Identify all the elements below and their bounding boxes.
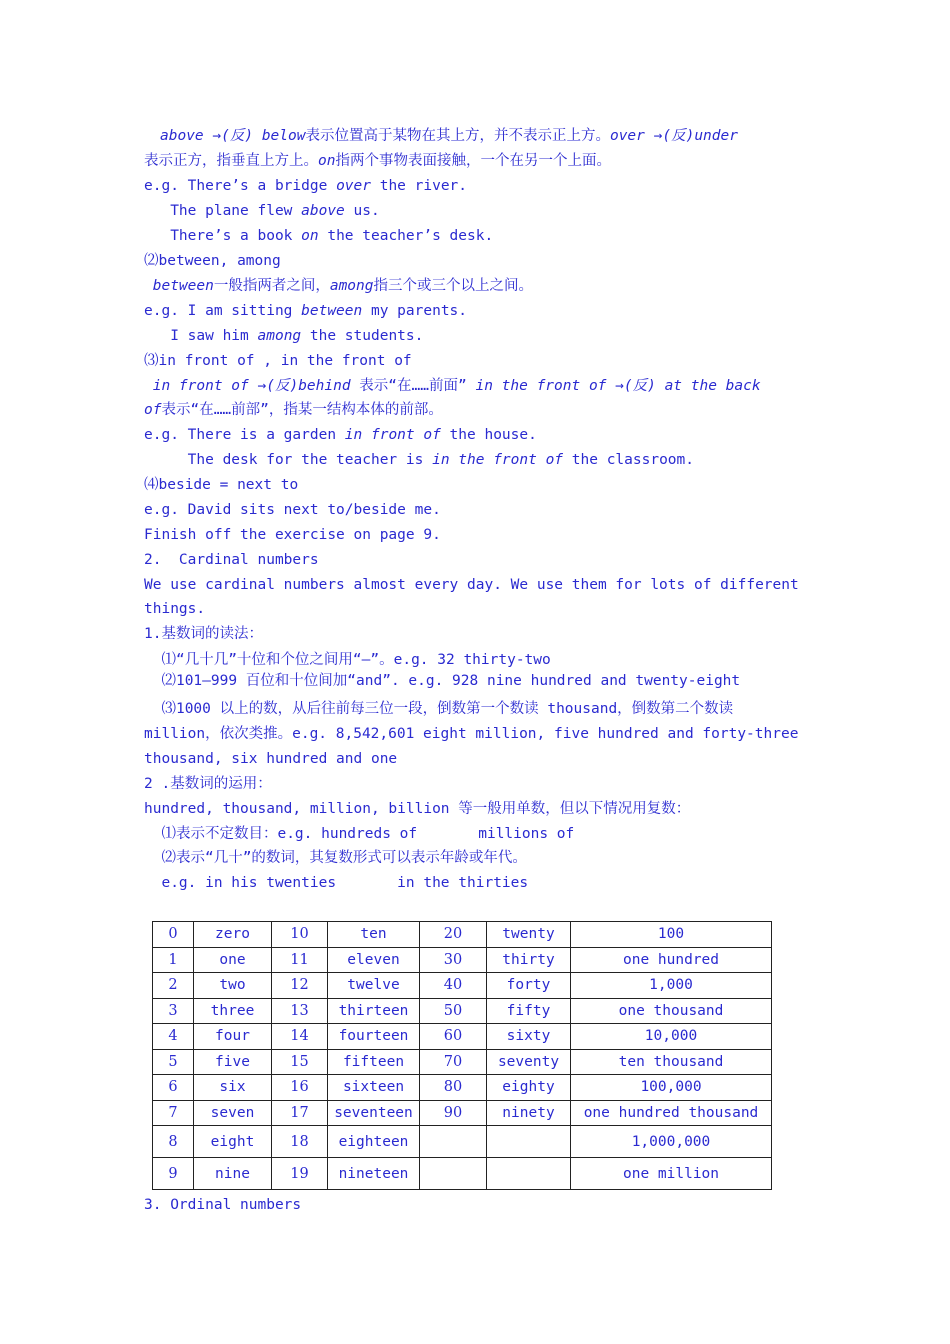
example-term: over <box>336 178 371 194</box>
table-cell: three <box>194 998 272 1024</box>
table-cell: 20 <box>420 922 487 948</box>
table-cell: four <box>194 1024 272 1050</box>
example-text: e.g. There is a garden <box>144 427 345 443</box>
table-cell: thirty <box>487 947 571 973</box>
table-cell: 3 <box>153 998 194 1024</box>
example-line <box>144 448 694 472</box>
table-cell: 12 <box>272 973 328 999</box>
term-between: between <box>144 278 214 294</box>
arrow-text: →(反) <box>606 378 665 394</box>
table-cell: seventeen <box>328 1100 420 1126</box>
table-cell: 40 <box>420 973 487 999</box>
section-heading-beside: ⑷beside = next to <box>144 477 299 493</box>
table-cell: fifteen <box>328 1049 420 1075</box>
rule-line: ⑴“几十几”十位和个位之间用“—”。e.g. 32 thirty-two <box>144 652 551 668</box>
table-cell: 90 <box>420 1100 487 1126</box>
example-line <box>144 299 467 323</box>
table-row <box>153 998 772 1024</box>
text-line-between <box>144 274 533 298</box>
table-cell: 30 <box>420 947 487 973</box>
subheading-usage: 2 .基数词的运用： <box>144 776 272 792</box>
rule-line: ⑵101—999 百位和十位间加“and”. e.g. 928 nine hundred and twenty-eight <box>144 673 741 689</box>
example-text: my parents. <box>362 303 468 319</box>
table-cell: 100,000 <box>571 1075 772 1101</box>
table-cell: 1,000 <box>571 973 772 999</box>
rule-line: thousand, six hundred and one <box>144 751 398 767</box>
example-line <box>144 224 493 248</box>
term-in-the-front-of: in the front of <box>466 378 607 394</box>
paragraph-line: We use cardinal numbers almost every day. We use them for lots of different <box>144 577 799 593</box>
table-cell: 15 <box>272 1049 328 1075</box>
table-cell: 6 <box>153 1075 194 1101</box>
table-cell: ten <box>328 922 420 948</box>
example-text: There’s a book <box>144 228 302 244</box>
example-text: the river. <box>370 178 468 194</box>
example-term: among <box>257 328 302 344</box>
example-text: The desk for the teacher is <box>144 452 433 468</box>
table-cell: two <box>194 973 272 999</box>
section-heading-ordinal: 3. Ordinal numbers <box>144 1197 302 1213</box>
table-cell: sixty <box>487 1024 571 1050</box>
table-cell: 4 <box>153 1024 194 1050</box>
table-cell: ten thousand <box>571 1049 772 1075</box>
table-cell: 18 <box>272 1126 328 1158</box>
table-cell: six <box>194 1075 272 1101</box>
rule-line: million，依次类推。e.g. 8,542,601 eight million, five hundred and forty-three <box>144 726 799 742</box>
table-row <box>153 973 772 999</box>
desc-text: 表示“在……前部”，指某一结构本体的前部。 <box>161 402 443 418</box>
table-cell: 8 <box>153 1126 194 1158</box>
table-cell: ninety <box>487 1100 571 1126</box>
paragraph-line: things. <box>144 601 206 617</box>
usage-line: e.g. in his twenties in the thirties <box>144 875 529 891</box>
table-cell: 17 <box>272 1100 328 1126</box>
example-term: in front of <box>344 427 441 443</box>
usage-line: ⑵表示“几十”的数词，其复数形式可以表示年龄或年代。 <box>144 850 527 866</box>
term-of: of <box>144 402 162 418</box>
table-cell: 16 <box>272 1075 328 1101</box>
example-text: e.g. I am sitting <box>144 303 302 319</box>
example-term: above <box>301 203 345 219</box>
arrow-text: →(反) <box>248 378 299 394</box>
text-line-on <box>144 149 611 173</box>
example-text: the house. <box>440 427 537 443</box>
example-text: e.g. There’s a bridge <box>144 178 337 194</box>
example-text: The plane flew <box>144 203 302 219</box>
table-cell: one hundred <box>571 947 772 973</box>
table-cell: fourteen <box>328 1024 420 1050</box>
text-line-front-2 <box>144 398 443 422</box>
table-cell: 14 <box>272 1024 328 1050</box>
desc-text: 表示位置高于某物在其上方，并不表示正上方。 <box>305 128 610 144</box>
table-cell: eight <box>194 1126 272 1158</box>
table-cell: 1 <box>153 947 194 973</box>
subheading-reading: 1.基数词的读法： <box>144 626 263 642</box>
arrow-text: →(反) <box>644 128 695 144</box>
example-term: on <box>301 228 319 244</box>
usage-line: hundred, thousand, million, billion 等一般用单数，但以下情况用复数： <box>144 801 691 817</box>
rule-line: ⑶1000 以上的数，从后往前每三位一段，倒数第一个数读 thousand，倒数第二个数读 <box>144 701 734 717</box>
example-line <box>144 423 537 447</box>
table-cell: eighty <box>487 1075 571 1101</box>
table-row <box>153 1158 772 1190</box>
table-cell: 10 <box>272 922 328 948</box>
term-under: under <box>694 128 738 144</box>
table-cell: sixteen <box>328 1075 420 1101</box>
section-heading-between: ⑵between, among <box>144 253 281 269</box>
table-cell: eleven <box>328 947 420 973</box>
table-cell: 80 <box>420 1075 487 1101</box>
section-heading-cardinal: 2. Cardinal numbers <box>144 552 319 568</box>
example-text: the classroom. <box>563 452 694 468</box>
usage-line: ⑴表示不定数目：e.g. hundreds of millions of <box>144 826 575 842</box>
section-heading-front: ⑶in front of , in the front of <box>144 353 412 369</box>
table-cell: twelve <box>328 973 420 999</box>
example-term: between <box>301 303 363 319</box>
term-behind: behind <box>298 378 351 394</box>
table-cell: fifty <box>487 998 571 1024</box>
table-cell <box>487 1158 571 1190</box>
table-cell: seven <box>194 1100 272 1126</box>
term-on: on <box>318 153 336 169</box>
table-cell: nine <box>194 1158 272 1190</box>
example-line <box>144 324 423 348</box>
term-in-front-of: in front of <box>144 378 249 394</box>
table-row <box>153 1049 772 1075</box>
table-cell: 50 <box>420 998 487 1024</box>
table-row <box>153 947 772 973</box>
table-cell <box>420 1158 487 1190</box>
desc-text: 指两个事物表面接触，一个在另一个上面。 <box>335 153 611 169</box>
example-text: the students. <box>301 328 424 344</box>
table-cell: 60 <box>420 1024 487 1050</box>
term-above: above <box>160 128 204 144</box>
example-text: the teacher’s desk. <box>318 228 494 244</box>
example-term: in the front of <box>432 452 564 468</box>
table-row <box>153 1024 772 1050</box>
table-cell: forty <box>487 973 571 999</box>
table-cell: 7 <box>153 1100 194 1126</box>
arrow-text: →(反) <box>203 128 262 144</box>
cardinal-numbers-table <box>152 921 772 1190</box>
table-cell: 19 <box>272 1158 328 1190</box>
table-cell: 100 <box>571 922 772 948</box>
table-cell: 10,000 <box>571 1024 772 1050</box>
table-cell: 13 <box>272 998 328 1024</box>
table-cell: five <box>194 1049 272 1075</box>
table-cell: eighteen <box>328 1126 420 1158</box>
table-row <box>153 922 772 948</box>
table-cell: thirteen <box>328 998 420 1024</box>
example-line <box>144 174 467 198</box>
table-cell: one thousand <box>571 998 772 1024</box>
desc-text: 表示“在……前面” <box>350 378 467 394</box>
example-line: e.g. David sits next to/beside me. <box>144 502 441 518</box>
term-among: among <box>329 278 374 294</box>
term-below: below <box>261 128 306 144</box>
table-cell: 11 <box>272 947 328 973</box>
table-cell: 70 <box>420 1049 487 1075</box>
table-cell: seventy <box>487 1049 571 1075</box>
term-at-the-back: at the back <box>664 378 761 394</box>
desc-text: 表示正方，指垂直上方上。 <box>144 153 318 169</box>
table-cell <box>487 1126 571 1158</box>
example-text: I saw him <box>144 328 258 344</box>
table-cell: twenty <box>487 922 571 948</box>
text-line-front <box>144 374 761 398</box>
term-over: over <box>609 128 645 144</box>
example-text: us. <box>344 203 380 219</box>
table-cell: 0 <box>153 922 194 948</box>
table-cell: 9 <box>153 1158 194 1190</box>
table-cell: one million <box>571 1158 772 1190</box>
table-row <box>153 1126 772 1158</box>
table-row <box>153 1075 772 1101</box>
table-body <box>153 922 772 1190</box>
table-cell: 5 <box>153 1049 194 1075</box>
table-row <box>153 1100 772 1126</box>
desc-text: 指三个或三个以上之间。 <box>373 278 533 294</box>
table-cell: nineteen <box>328 1158 420 1190</box>
desc-text: 一般指两者之间， <box>213 278 330 294</box>
table-cell: one <box>194 947 272 973</box>
table-cell <box>420 1126 487 1158</box>
table-cell: 2 <box>153 973 194 999</box>
exercise-note: Finish off the exercise on page 9. <box>144 527 441 543</box>
text-line-above-below <box>144 124 738 148</box>
table-cell: zero <box>194 922 272 948</box>
table-cell: 1,000,000 <box>571 1126 772 1158</box>
table-cell: one hundred thousand <box>571 1100 772 1126</box>
example-line <box>144 199 380 223</box>
